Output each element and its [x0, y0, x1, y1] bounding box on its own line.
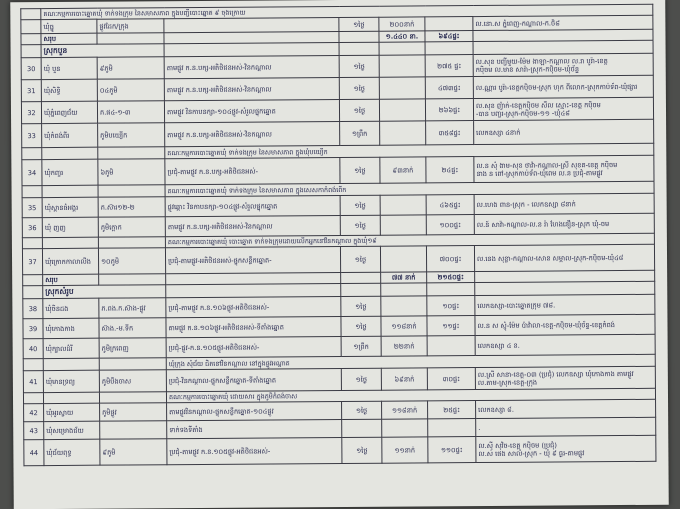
people-cell [379, 55, 425, 77]
commune-cell: ឃុំ បួន [41, 57, 97, 79]
route-cell: តាមផ្លូវ ក.ន.បក្ស-អតិថិជនអស់-វិនកណ្ដាល [164, 55, 339, 78]
contact-cell: ល.ន៍ សាវ៉ា-កណ្ដាល-ល.ន រ៉ា ហែងនឿន-ស្រុក ឃុំ-ចម [474, 213, 654, 234]
villages-cell: ៩ភូមិ [97, 57, 164, 79]
route-cell: ប្រជុំ-តាមផ្លូវ ក.ន.១០៦ផ្លូវ-អតិថិជនអស់- [166, 296, 341, 317]
villages-cell: ៩ភូមិ [100, 439, 167, 465]
empty-cell [381, 283, 427, 296]
row-number: 40 [23, 339, 43, 359]
contact-cell: លេកឧស្សា ៤នាក់ [474, 119, 654, 144]
summary-people: ១.៤៤០ នា. [379, 31, 425, 42]
villages-cell [98, 147, 165, 159]
route-cell: តាមផ្លូវ វិនកាបនក្សា-១០៤ផ្លូវ-សំរួលផ្ទុកឆ្នោត [164, 99, 339, 122]
empty-cell [341, 283, 381, 296]
duration-cell: ១ថ្ងៃ [342, 437, 382, 463]
district-title: ស្រុកសំរូប [43, 285, 166, 299]
route-cell [164, 17, 339, 32]
contact-cell: ល.សុខ ញ៉ាក់-ខេត្តកប៉ិចម សឹល ស្មោះ-ខេត្ត កប៉ិចម -បាន បញ្ចរ-ស្រុក-កប៉ិចម-១១ -ឃុំ៤៨ [473, 97, 653, 120]
banner-text: គណៈកម្មការបោះឆ្នោតឃុំ ទាក់ទងក្រុម នៃសមាសភាព ក្នុងសេសកាកំពង់ពើក [165, 181, 654, 196]
summary-people: ៧៧ នាក់ [381, 272, 427, 283]
row-number: 32 [21, 102, 41, 124]
duration-cell: ១ថ្ងៃ [339, 17, 379, 31]
villages-cell [100, 421, 167, 439]
commune-cell: ឃុំសម្រោងជ័យ [44, 421, 100, 439]
commune-cell: ឃុំក្បាលដំរី [43, 338, 99, 358]
duration-cell: ១ថ្ងៃ [340, 195, 380, 215]
households-cell: ៣៥៨ផ្ទះ [426, 121, 474, 145]
commune-cell [43, 358, 99, 370]
route-cell: ទាក់ទងទីតាំង [167, 419, 342, 438]
people-cell [380, 215, 426, 235]
schedule-table [20, 4, 656, 466]
summary-households: ២១៥០ផ្ទះ [427, 272, 475, 283]
households-cell [427, 336, 475, 356]
row-number: 36 [22, 218, 42, 238]
banner-text: គណៈកម្មការបោះឆ្នោតឃុំ ទាក់ទងក្រុម នៃសមាសភាព ក្នុងឃុំបយ្យើក [165, 143, 654, 158]
commune-cell [43, 392, 99, 403]
duration-cell: ១ថ្ងៃ [341, 368, 381, 390]
villages-cell: ភូមិបឹងចាស [99, 370, 166, 392]
villages-cell [98, 237, 165, 248]
row-number: 39 [23, 319, 43, 339]
people-cell [379, 99, 425, 121]
villages-cell: ភូមិក្ដោក [98, 217, 165, 237]
households-cell: ២៥ផ្ទះ [428, 401, 476, 419]
row-number: 42 [24, 404, 44, 422]
villages-cell: ភូមិផ្លូវ [100, 403, 167, 421]
commune-cell [42, 237, 98, 248]
district-title: ស្រុកបួន [41, 44, 164, 58]
commune-cell: ឃុំសិទ្ធិ [41, 79, 97, 101]
commune-cell: ឃុំភ្នំពេញជ័យ [41, 101, 97, 123]
row-number [23, 286, 43, 299]
duration-cell: ១ថ្ងៃ [340, 157, 380, 183]
commune-cell: ឃុំជ័យពុទ្ធ [44, 439, 100, 465]
contact-cell: ល.នោ.ស ភ្នំពេញ-កណ្ដាល-ក.ចិ៨ [473, 15, 653, 30]
row-number: 41 [23, 371, 43, 393]
people-cell: ៩៣នាក់ [380, 157, 426, 183]
commune-cell: ឃុំកំពង់ពីរ [42, 123, 98, 147]
table-body [21, 4, 656, 465]
villages-cell: ស៊ាង.-ម.ទីក [99, 318, 166, 338]
row-number: 38 [23, 299, 43, 319]
duration-cell: ១ថ្ងៃ [339, 99, 379, 121]
route-cell: តាមផ្លូវ ក.ន.១០៦ផ្លូវ-អតិថិជនអស់-ទីតាំងឆ្នោត [166, 316, 341, 337]
row-number: 35 [22, 198, 42, 218]
households-cell: ២៧៥ ផ្ទះ [425, 55, 473, 77]
households-cell: ៧០០ផ្ទះ [426, 246, 474, 272]
commune-cell [42, 147, 98, 159]
banner-text: គណៈកម្មការបោះឆ្នោតឃុំ ទាក់ទងក្រុម នៃសមាសភាព ក្នុងបញ្ជីបោះឆ្នោត ៩ ចុងក្រោយ [41, 4, 653, 19]
villages-cell: ១០ភូមិ [98, 248, 165, 274]
commune-cell: ឃុំក្រោកកាលាលីង [42, 248, 98, 274]
row-number [22, 238, 42, 249]
contact-cell: ល.នេង សុខ្លា-កណ្ដាល-សោន សម្ភាល-ស្រុក-កប៉ិចម-ឃុំ៤៨ [474, 244, 654, 271]
summary-households: ៦៩៤ផ្ទះ [425, 31, 473, 42]
row-number: 44 [24, 440, 44, 466]
route-cell: តាមផ្លូវ ក.ន.បក្ស-អតិថិជនអស់-វិនកណ្ដាល [164, 77, 339, 100]
households-cell: ១០០ផ្ទះ [426, 215, 474, 235]
summary-label: សរុប [43, 274, 99, 285]
contact-cell: ល.ណ្ណារ បូរ៉ា-ខេត្តកប៉ិចម-ស្រុក ហុក ពីលោក-ស្រុកកាប់ទ័ព-ឃុំផ្សារ [473, 75, 653, 98]
commune-cell [42, 185, 98, 197]
banner-text: គណៈកម្មការបោះឆ្នោតឃុំ ដោយសារ ក្នុងភូមិកំពង់ចាស [166, 388, 655, 402]
row-number: 31 [21, 80, 41, 102]
people-cell [380, 121, 426, 145]
duration-cell: ១ថ្ងៃ [341, 316, 381, 336]
commune-cell: ឃុំអូរស្វាយ [44, 403, 100, 421]
duration-cell: ១ថ្ងៃ [341, 296, 381, 316]
commune-cell: ឃុំស្ពានធំអង្គរ [42, 197, 98, 217]
route-cell: តាមផ្លូវ ក.ន.បក្ស-អតិថិជនអស់-វិនកណ្ដាល [165, 215, 340, 236]
villages-cell: ភ.ពង.ក.ស៊ាង-ផ្លូវ [99, 298, 166, 318]
households-cell: ១០ផ្ទះ [427, 296, 475, 316]
households-cell: ៤៧៣ផ្ទះ [425, 77, 473, 99]
duration-cell [341, 272, 381, 283]
villages-cell: ផ្លូវដែក/ក្រុង [97, 19, 164, 33]
route-cell: ប្រជុំ-តាមផ្លូវ ក.ន.១០៥ផ្លូវ-អតិថិជនអស់- [167, 437, 342, 464]
commune-cell: ឃុំកញ្ចរ [42, 159, 98, 185]
contact-cell: លេកឧស្សា ៨. [476, 399, 656, 418]
contact-cell: ល.ស៊ី សុវិច-ខេត្ត កប៉ិចម (ប្រជុំ) ល.ស់ ផេង សាលំ-ស្រុក - ឃុំ ៩ ធ្ងរ-តាមផ្លូវ [476, 435, 656, 462]
villages-cell: ០៤ភូមិ [97, 79, 164, 101]
people-cell [379, 77, 425, 99]
row-number [23, 393, 43, 404]
duration-cell: ១ព្រឹក [341, 336, 381, 356]
people-cell [380, 195, 426, 215]
row-number [23, 275, 43, 286]
people-cell: ១១៨នាក់ [381, 316, 427, 336]
households-cell [425, 17, 473, 31]
households-cell: ៤៦៥ផ្ទះ [426, 195, 474, 215]
row-number: 34 [22, 160, 42, 186]
contact-cell: លេកឧស្សា ៤ ន. [475, 334, 655, 355]
villages-cell: ភ.ផ៤-១-៣ [97, 101, 164, 123]
people-cell: ៦៩នាក់ [381, 368, 427, 390]
empty-cell [427, 283, 475, 296]
households-cell: ២៤ផ្ទះ [426, 157, 474, 183]
table-row [24, 435, 656, 465]
route-cell: ប្រជុំ-តាមផ្លូវ ក.ន.បក្ស-អតិថិជនអស់- [165, 157, 340, 184]
commune-cell: ឃុំ ញញ [42, 217, 98, 237]
summary-label: សរុប [41, 33, 97, 44]
row-number: 30 [21, 58, 41, 80]
empty-cell [475, 281, 655, 295]
villages-cell [99, 358, 166, 370]
commune-cell: ឃុំចិនដង [43, 298, 99, 318]
banner-text: ឃុំក្រុង សុំជ័យ ជិតនៅវិនកណ្ដាល នៅក្នុងផ្លូវអណ្ដាត [166, 354, 655, 369]
households-cell: ៣០ផ្ទះ [427, 368, 475, 390]
duration-cell: ១ថ្ងៃ [340, 215, 380, 235]
route-cell: ប្រជុំ-តាមផ្លូវ-អតិថិជនអស់-ផ្ទុកសន្លឹកឆ្នោត- [165, 246, 340, 273]
commune-cell: ឃុំកោងកាង [43, 318, 99, 338]
row-number: 37 [22, 249, 42, 275]
villages-cell [99, 392, 166, 403]
route-cell: ផ្លូវឆ្ពោះ វិនកាបនក្សា-១០៤ផ្លូវ-សំរួលផ្ទុកឆ្នោត [165, 195, 340, 216]
duration-cell: ១ថ្ងៃ [340, 246, 380, 272]
banner-text: គណៈកម្មការបោះឆ្នោតឃុំ បោះឆ្នោត ទាក់ទងក្រុមដោយលើកអ្នកនៅវិនកណ្ដាល ក្នុងឃុំ១៩ [165, 233, 654, 247]
people-cell: ២២នាក់ [381, 336, 427, 356]
villages-cell: ភូមិក្រពេញ [99, 338, 166, 358]
contact-cell: ល.ស្រី សានា-ខេត្ត-០៣ (ប្រជុំ) លេកឧស្សា ឃុំកោងកាង តាមផ្លូវ ល.តាម-ស្រុក-ខេត្ត-ក្រុង [475, 366, 655, 389]
duration-cell: ១ព្រឹក [340, 121, 380, 145]
contact-cell: ល.ហេង ពាន-ស្រុក - លេកឧស្សា ៨នាក់ [474, 193, 654, 214]
contact-cell: ល.សុខ បញ្ជីមួយ-ម៉ែម ងាឡា-កណ្ដាល ល.រា បូរ៉ា-ខេត្ត កប៉ិចម ល.មាន សារ៉ា-ស្រុក-កប៉ិចម-ឃុំច័ន្ទ [473, 53, 653, 76]
document-sheet [10, 0, 669, 509]
duration-cell: ១ថ្ងៃ [342, 401, 382, 419]
row-number: 43 [24, 422, 44, 440]
villages-cell [98, 185, 165, 197]
empty-cell [166, 283, 341, 297]
households-cell [428, 419, 476, 437]
route-cell: តាមផ្លូវវិនកណ្ដាល-ផ្ទុកសន្លឹកឆ្នោត-១០៤ផ្លូវ [167, 401, 342, 420]
duration-cell: ១ថ្ងៃ [339, 55, 379, 77]
people-cell [381, 296, 427, 316]
commune-cell: ឃុំមានទ្រព្យ [43, 370, 99, 392]
people-cell: ១១៨នាក់ [382, 401, 428, 419]
row-number [23, 359, 43, 371]
route-cell: តាមផ្លូវ ក.ន.បក្ស-អតិថិជនអស់-វិនកណ្ដាល [165, 121, 340, 146]
villages-cell: ៦ភូមិ [98, 159, 165, 185]
duration-cell: ១ថ្ងៃ [339, 77, 379, 99]
route-cell: ប្រជុំ-វិនកណ្ដាល-ផ្ទុកសន្លឹកឆ្នោត-ទីតាំងឆ្នោត [166, 368, 341, 391]
people-cell: ១១នាក់ [382, 437, 428, 463]
villages-cell: ភូមិបយ្យើក [98, 123, 165, 147]
households-cell: ១១០ផ្ទះ [428, 437, 476, 463]
contact-cell: . [476, 417, 656, 436]
row-number: 33 [22, 124, 42, 148]
people-cell: ២០០នាក់ [379, 17, 425, 31]
contact-cell: ល.ន ស ស្ញុំ-ម៉ែម ប៉ាវ៉ាលា-ខេត្ត-កប៉ិចម-ឃុំច័ន្ទ-ខេត្តកំពង់ [475, 314, 655, 335]
contact-cell: លេកឧស្សា-បោះឆ្នោតក្រុម ៧៨. [475, 294, 655, 315]
row-number [22, 148, 42, 160]
row-number [22, 186, 42, 198]
households-cell: ២៦៦ផ្ទះ [425, 99, 473, 121]
people-cell [382, 419, 428, 437]
contact-cell: ល.ន សុំ ងាម-សុខ ថាវ៉ា-កណ្ដាល-ស្រី សុខគ-ខេត្ត កប៉ិចម នាង ន ពៅ-ស្រុកកាប់ទ័ព-ឃុំពេម ល.ន ប្រជុំ-តាមផ្លូវ [474, 155, 654, 182]
commune-cell: ឃុំធ្នូ [41, 19, 97, 33]
duration-cell [342, 419, 382, 437]
villages-cell: ភ.ស៊ារ១២-២ [98, 197, 165, 217]
route-cell: ប្រជុំ-ផ្លូវ-ក.ន.១០៥ផ្លូវ-អតិថិជនអស់- [166, 336, 341, 357]
people-cell [380, 246, 426, 272]
households-cell: ១១ផ្ទះ [427, 316, 475, 336]
villages-cell [99, 274, 166, 285]
